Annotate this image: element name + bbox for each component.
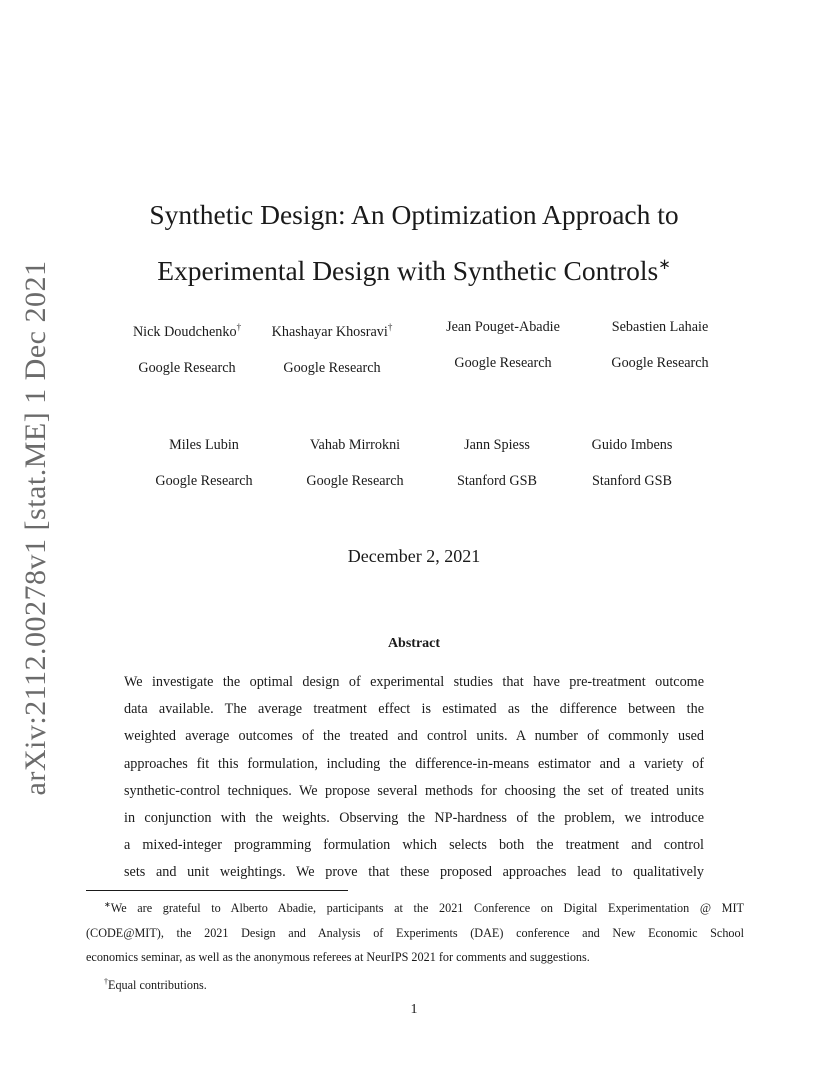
abstract-line: weighted average outcomes of the treated and control units. A number of commonly used — [124, 728, 704, 745]
author-block — [145, 427, 263, 499]
abstract-line: We investigate the optimal design of experimental studies that have pre-treatment outcome — [124, 674, 704, 690]
author-block — [430, 309, 576, 381]
arxiv-identifier-stamp: arXiv:2112.00278v1 [stat.ME] 1 Dec 2021 — [19, 260, 52, 796]
footnotes — [86, 893, 744, 997]
author-name: Sebastien Lahaie — [611, 319, 709, 335]
abstract-heading: Abstract — [387, 636, 441, 651]
title-footnote-mark: ∗ — [658, 257, 671, 273]
author-affiliation: Stanford GSB — [456, 473, 537, 489]
footnote-line: economics seminar, as well as the anonymous referees at NeurIPS 2021 for comments and suggestions. — [86, 950, 590, 964]
title-line-2: Experimental Design with Synthetic Controls∗ — [157, 255, 671, 286]
author-mark: † — [236, 322, 242, 332]
author-name: Nick Doudchenko — [132, 324, 237, 340]
footnote-star-mark: ∗ — [104, 900, 111, 909]
author-name: Guido Imbens — [591, 437, 673, 453]
author-affiliation: Google Research — [454, 355, 552, 371]
author-block — [596, 309, 724, 381]
author-affiliation: Stanford GSB — [591, 473, 672, 489]
abstract-line: in conjunction with the weights. Observing the NP-hardness of the problem, we introduce — [124, 809, 704, 826]
footnote-line: ∗We are grateful to Alberto Abadie, participants at the 2021 Conference on Digital Experimentation @ MIT — [104, 900, 744, 915]
author-name: Jean Pouget-Abadie — [446, 319, 560, 335]
author-name: Vahab Mirrokni — [309, 437, 401, 453]
author-block — [576, 427, 688, 499]
footnote-divider — [86, 890, 348, 891]
author-affiliation: Google Research — [306, 473, 404, 489]
author-block — [258, 309, 406, 386]
abstract-line: data available. The average treatment effect is estimated as the difference between the — [124, 701, 704, 718]
author-name: Jann Spiess — [464, 437, 530, 453]
abstract-body — [124, 669, 704, 887]
author-affiliation: Google Research — [138, 360, 236, 376]
author-block — [295, 427, 415, 499]
author-affiliation: Google Research — [611, 355, 709, 371]
page-number: 1 — [410, 1002, 418, 1017]
author-block — [111, 309, 263, 386]
footnote-line: (CODE@MIT), the 2021 Design and Analysis of Experiments (DAE) conference and New Economic School — [86, 925, 744, 940]
author-block — [442, 427, 552, 499]
footnote-dagger-mark: † — [104, 976, 108, 986]
author-affiliation: Google Research — [155, 473, 253, 489]
abstract-line: a mixed-integer programming formulation which selects both the treatment and control — [124, 837, 704, 854]
paper-title — [0, 190, 828, 296]
abstract-line: sets and unit weightings. We prove that these proposed approaches lead to qualitatively — [124, 864, 704, 881]
footnote-line: †Equal contributions. — [104, 976, 207, 992]
author-affiliation: Google Research — [283, 360, 381, 376]
title-line-1: Synthetic Design: An Optimization Approach to — [149, 199, 679, 230]
abstract-line: synthetic-control techniques. We propose several methods for choosing the set of treated units — [124, 782, 704, 799]
author-name: Miles Lubin — [169, 437, 239, 453]
author-mark: † — [387, 322, 393, 332]
author-name: Khashayar Khosravi — [271, 324, 388, 340]
abstract-line: approaches fit this formulation, including the difference-in-means estimator and a variety of — [124, 755, 704, 772]
publication-date: December 2, 2021 — [347, 546, 481, 566]
